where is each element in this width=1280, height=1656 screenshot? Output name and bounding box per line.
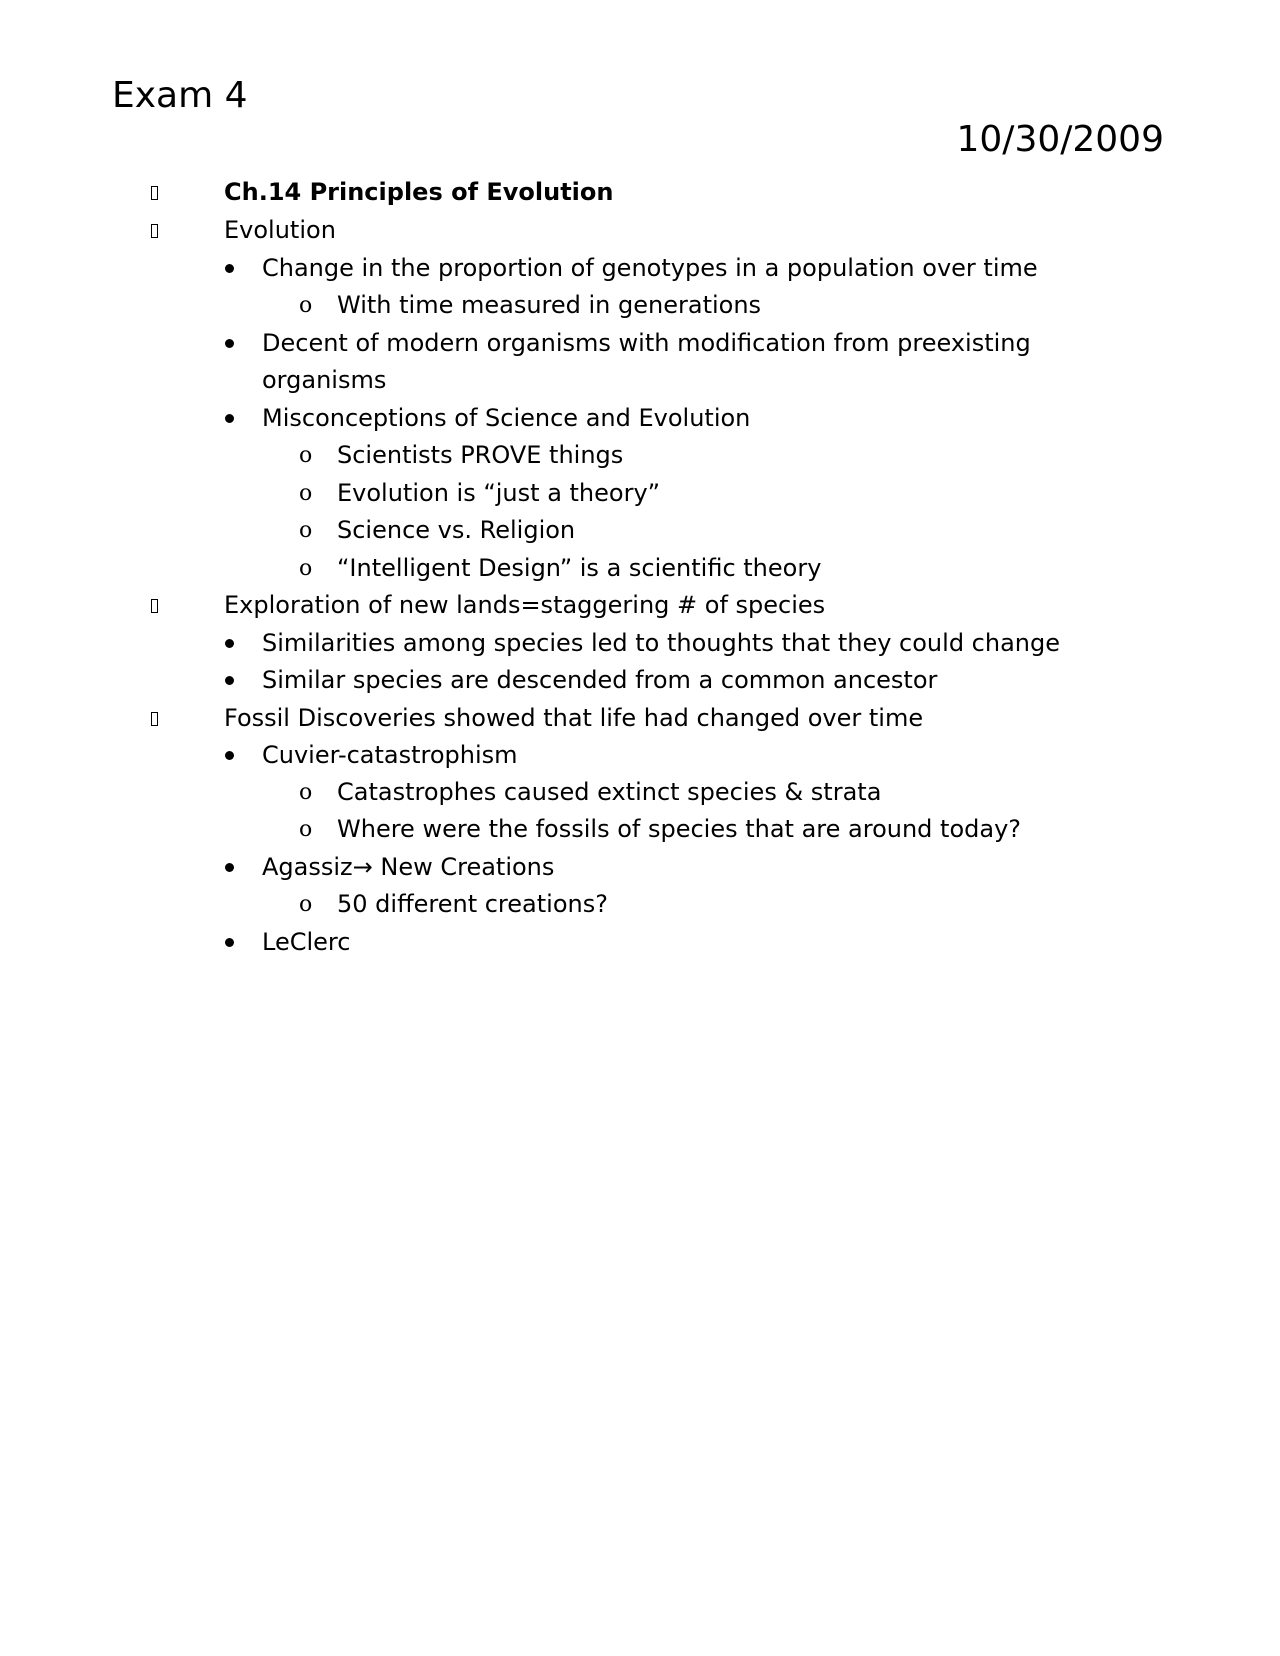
list-item-text: LeClerc: [262, 928, 351, 956]
list-item-text: Science vs. Religion: [337, 516, 576, 544]
list-item-text: With time measured in generations: [337, 291, 762, 319]
list-item-text: Evolution: [224, 216, 336, 244]
list-item-text: Similar species are descended from a common ancestor: [262, 666, 938, 694]
bullet-icon: [225, 264, 234, 273]
list-item-text: Misconceptions of Science and Evolution: [262, 404, 751, 432]
bullet-icon: [225, 938, 234, 947]
list-item-text: Exploration of new lands=staggering # of species: [224, 591, 826, 619]
list-item-text: organisms: [262, 366, 387, 394]
circle-bullet-icon: o: [299, 892, 313, 917]
list-item-text: Catastrophes caused extinct species & strata: [337, 778, 882, 806]
symbol-bullet-icon: [151, 186, 158, 200]
bullet-icon: [225, 751, 234, 760]
circle-bullet-icon: o: [299, 293, 313, 318]
list-item-text: Change in the proportion of genotypes in a population over time: [262, 254, 1038, 282]
list-item-text: Fossil Discoveries showed that life had changed over time: [224, 704, 924, 732]
circle-bullet-icon: o: [299, 817, 313, 842]
bullet-icon: [225, 639, 234, 648]
circle-bullet-icon: o: [299, 518, 313, 543]
circle-bullet-icon: o: [299, 443, 313, 468]
circle-bullet-icon: o: [299, 556, 313, 581]
symbol-bullet-icon: [151, 599, 158, 613]
date-heading: 10/30/2009: [956, 119, 1164, 160]
list-item-text: Evolution is “just a theory”: [337, 479, 661, 507]
symbol-bullet-icon: [151, 712, 158, 726]
list-item-text: Similarities among species led to thoughts that they could change: [262, 629, 1060, 657]
list-item-text: Agassiz→ New Creations: [262, 853, 555, 881]
bullet-icon: [225, 676, 234, 685]
circle-bullet-icon: o: [299, 481, 313, 506]
list-item-text: 50 different creations?: [337, 890, 608, 918]
circle-bullet-icon: o: [299, 780, 313, 805]
list-item-text: Decent of modern organisms with modification from preexisting: [262, 329, 1031, 357]
symbol-bullet-icon: [151, 224, 158, 238]
list-item-text: Where were the fossils of species that are around today?: [337, 815, 1022, 843]
page-title: Exam 4: [112, 75, 248, 116]
bullet-icon: [225, 863, 234, 872]
bullet-icon: [225, 414, 234, 423]
section-heading: Ch.14 Principles of Evolution: [224, 178, 614, 206]
bullet-icon: [225, 339, 234, 348]
list-item-text: “Intelligent Design” is a scientific theory: [337, 554, 822, 582]
list-item-text: Cuvier-catastrophism: [262, 741, 518, 769]
list-item-text: Scientists PROVE things: [337, 441, 624, 469]
